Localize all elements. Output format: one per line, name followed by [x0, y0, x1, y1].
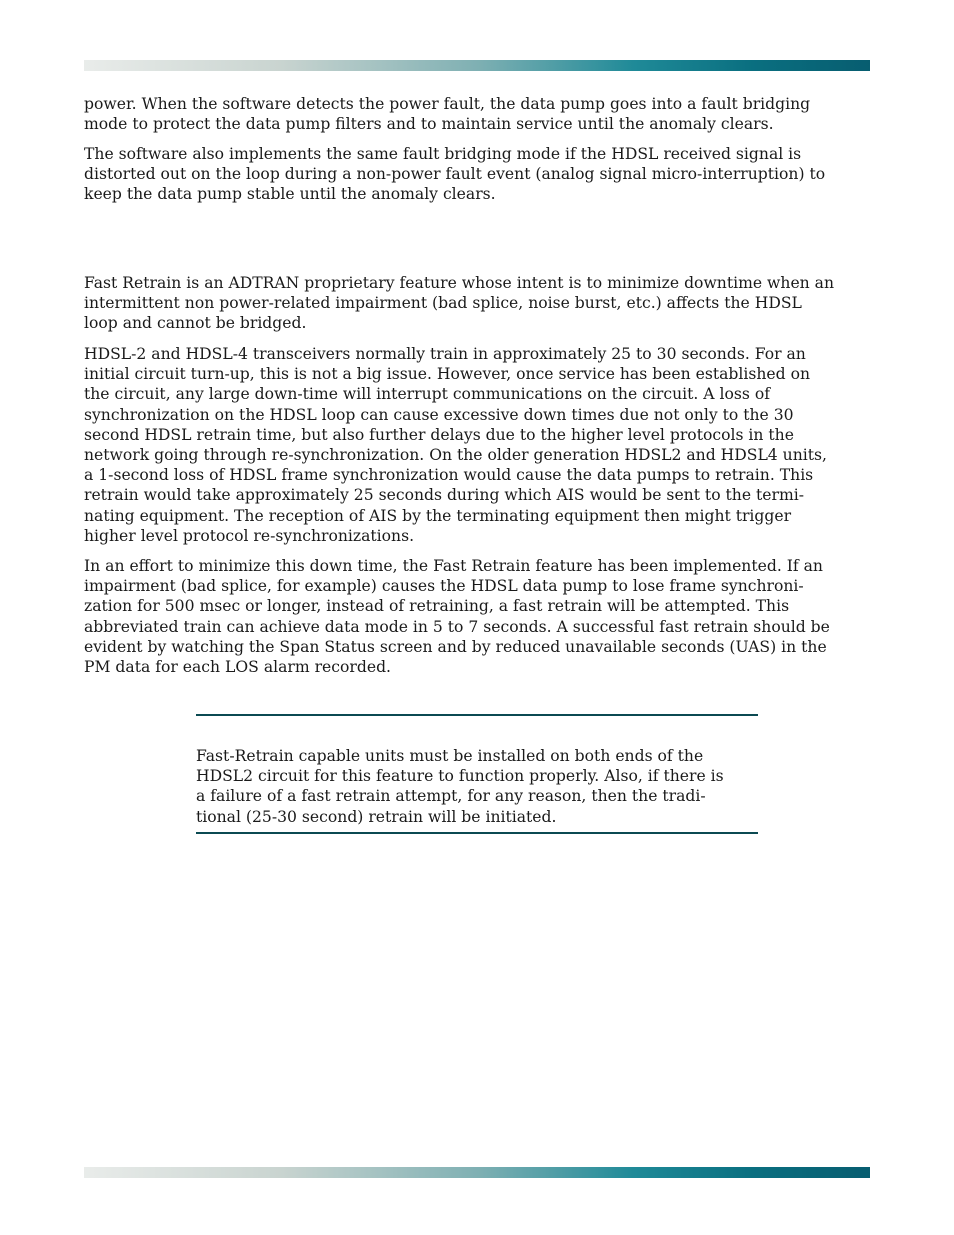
- paragraph-power-fault: [84, 94, 870, 134]
- note-top-rule: [196, 714, 758, 716]
- paragraph-text: In an effort to minimize this down time, the Fast Retrain feature has been implemented. If an impairment (bad splice, for example) causes the HDSL data pump to lose frame synchroni- zation for 500 msec or longer, instead of retraining, a fast retrain will be attempted. This abbreviated train can achieve data mode in 5 to 7 seconds. A successful fast retrain should be evident by watching the Span Status screen and by reduced unavailable seconds (UAS) in the PM data for each LOS alarm recorded.: [84, 557, 830, 677]
- paragraph-text: power. When the software detects the power fault, the data pump goes into a fault bridging mode to protect the data pump filters and to maintain service until the anomaly clears.: [84, 95, 811, 134]
- note-text: Fast-Retrain capable units must be installed on both ends of the HDSL2 circuit for this feature to function properly. Also, if there is a failure of a fast retrain attempt, for any reason, then the tradi- tional (25-30 second) retrain will be initiated.: [196, 747, 724, 826]
- paragraph-train-time: [84, 344, 870, 546]
- header-rule-bar: [84, 60, 870, 71]
- paragraph-text: HDSL-2 and HDSL-4 transceivers normally train in approximately 25 to 30 seconds. For an initial circuit turn-up, this is not a big issue. However, once service has been established on the circuit, any large down-time will interrupt communications on the circuit. A loss of synchronization on the HDSL loop can cause excessive down times due not only to the 30 second HDSL retrain time, but also further delays due to the higher level protocols in the network going through re-synchronization. On the older generation HDSL2 and HDSL4 units, a 1-second loss of HDSL frame synchronization would cause the data pumps to retrain. This retrain would take approximately 25 seconds during which AIS would be sent to the termi- nating equipment. The reception of AIS by the terminating equipment then might trigger higher level protocol re-synchronizations.: [84, 345, 827, 545]
- paragraph-text: The software also implements the same fault bridging mode if the HDSL received signal is distorted out on the loop during a non-power fault event (analog signal micro-interruption) to keep the data pump stable until the anomaly clears.: [84, 145, 826, 204]
- paragraph-text: Fast Retrain is an ADTRAN proprietary feature whose intent is to minimize downtime when an intermittent non power-related impairment (bad splice, noise burst, etc.) affects the HDSL loop and cannot be bridged.: [84, 274, 835, 333]
- footer-rule-bar: [84, 1167, 870, 1178]
- note-bottom-rule: [196, 832, 758, 834]
- paragraph-fault-bridging: [84, 144, 870, 205]
- paragraph-fast-retrain-intro: [84, 273, 870, 334]
- paragraph-fast-retrain-implementation: [84, 556, 870, 677]
